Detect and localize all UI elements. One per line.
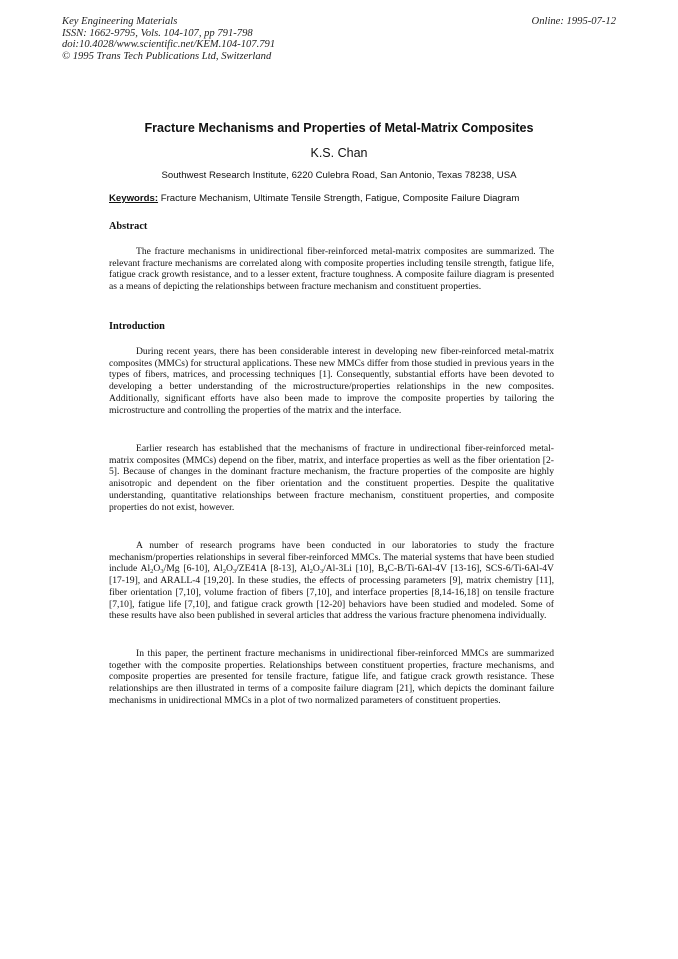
- paper-title: Fracture Mechanisms and Properties of Metal-Matrix Composites: [144, 121, 534, 135]
- online-date: Online: 1995-07-12: [531, 16, 616, 27]
- doi-line: doi:10.4028/www.scientific.net/KEM.104-107.791: [62, 39, 276, 51]
- p3-text-g: /Al-3Li [10], B: [323, 563, 385, 575]
- subscript-4: 4: [384, 568, 388, 576]
- intro-paragraph-3: [109, 540, 554, 622]
- p3-text-b: O: [153, 563, 161, 575]
- author-affiliation: Southwest Research Institute, 6220 Culebra Road, San Antonio, Texas 78238, USA: [161, 170, 517, 181]
- introduction-heading: Introduction: [109, 321, 165, 332]
- subscript-3: 3: [319, 568, 324, 576]
- keywords-text: Fracture Mechanism, Ultimate Tensile Strength, Fatigue, Composite Failure Diagram: [158, 193, 520, 204]
- keywords-line: [109, 193, 569, 204]
- subscript-3: 3: [232, 568, 237, 576]
- p3-text-c: /Mg [6-10], Al: [163, 563, 223, 575]
- page-header: [62, 16, 616, 62]
- copyright-line: © 1995 Trans Tech Publications Ltd, Switzerland: [62, 50, 272, 62]
- p3-text-e: /ZE41A [8-13], Al: [236, 563, 310, 575]
- subscript-2: 2: [222, 568, 226, 576]
- abstract-heading: Abstract: [109, 221, 148, 232]
- abstract-paragraph: The fracture mechanisms in unidirectional fiber-reinforced metal-matrix composites are summarized. The relevant fracture mechanisms are correlated along with composite properties including tensile strength, fatigue life, fatigue crack growth resistance, and to a lesser extent, fracture toughness. A composite failure diagram is presented as a means of depicting the relationships between fracture mechanism and constituent properties.: [109, 246, 554, 293]
- author-name: K.S. Chan: [310, 146, 368, 160]
- intro-paragraph-2: Earlier research has established that the mechanisms of fracture in undirectional fiber-reinforced metal-matrix composites (MMCs) depend on the fiber, matrix, and interface properties as well as the fiber orientation [2-5]. Because of changes in the dominant fracture mechanism, the fracture properties of the composite are highly anisotropic and dependent on the fiber orientation and the constituent properties. Despite the qualitative understanding, quantitative relationships between fracture mechanism, constituent properties, and composite properties do not exist, however.: [109, 443, 554, 513]
- intro-paragraph-4: In this paper, the pertinent fracture mechanisms in unidirectional fiber-reinforced MMCs are summarized together with the composite properties. Relationships between constituent properties, fracture mechanisms, and composite properties are presented for tensile fracture, fatigue life, and fatigue crack growth resistance. These relationships are then illustrated in terms of a composite failure diagram [21], which depicts the dominant failure mechanisms in unidirectional MMCs in a plot of two normalized parameters of constituent properties.: [109, 648, 554, 706]
- intro-paragraph-1: During recent years, there has been considerable interest in developing new fiber-reinforced metal-matrix composites (MMCs) for structural applications. These new MMCs differ from those studied in previous years in the types of fibers, matrices, and processing techniques [1]. Consequently, substantial efforts have been devoted to developing a better understanding of the microstructure/properties relationships in the new composites. Additionally, significant efforts have also been made to improve the composite properties by tailoring the microstructure and controlling the properties of the matrix and the interface.: [109, 346, 554, 416]
- subscript-2: 2: [309, 568, 313, 576]
- p3-text-a: A number of research programs have been conducted in our laboratories to study the fracture mechanism/properties relationships in several fiber-reinforced MMCs. The material systems that have been studied include Al: [109, 540, 554, 575]
- issn-line: ISSN: 1662-9795, Vols. 104-107, pp 791-798: [62, 27, 253, 39]
- p3-text-d: O: [225, 563, 233, 575]
- p3-text-f: O: [312, 563, 320, 575]
- p3-text-h: C-B/Ti-6Al-4V [13-16], SCS-6/Ti-6Al-4V [17-19], and ARALL-4 [19,20]. In these studies, the effects of processing parameters [9], matrix chemistry [11], fiber orientation [7,10], volume fraction of fibers [7,10], and interface properties [8,14-16,18] on tensile fracture [7,10], fatigue life [7,10], and fatigue crack growth [12-20] behaviors have been studied and modeled. Some of these results have also been published in several articles that address the various fracture phenomena individually.: [109, 563, 554, 622]
- journal-name: Key Engineering Materials: [62, 16, 178, 27]
- keywords-label: Keywords:: [109, 193, 159, 204]
- subscript-2: 2: [150, 568, 154, 576]
- subscript-3: 3: [160, 568, 164, 576]
